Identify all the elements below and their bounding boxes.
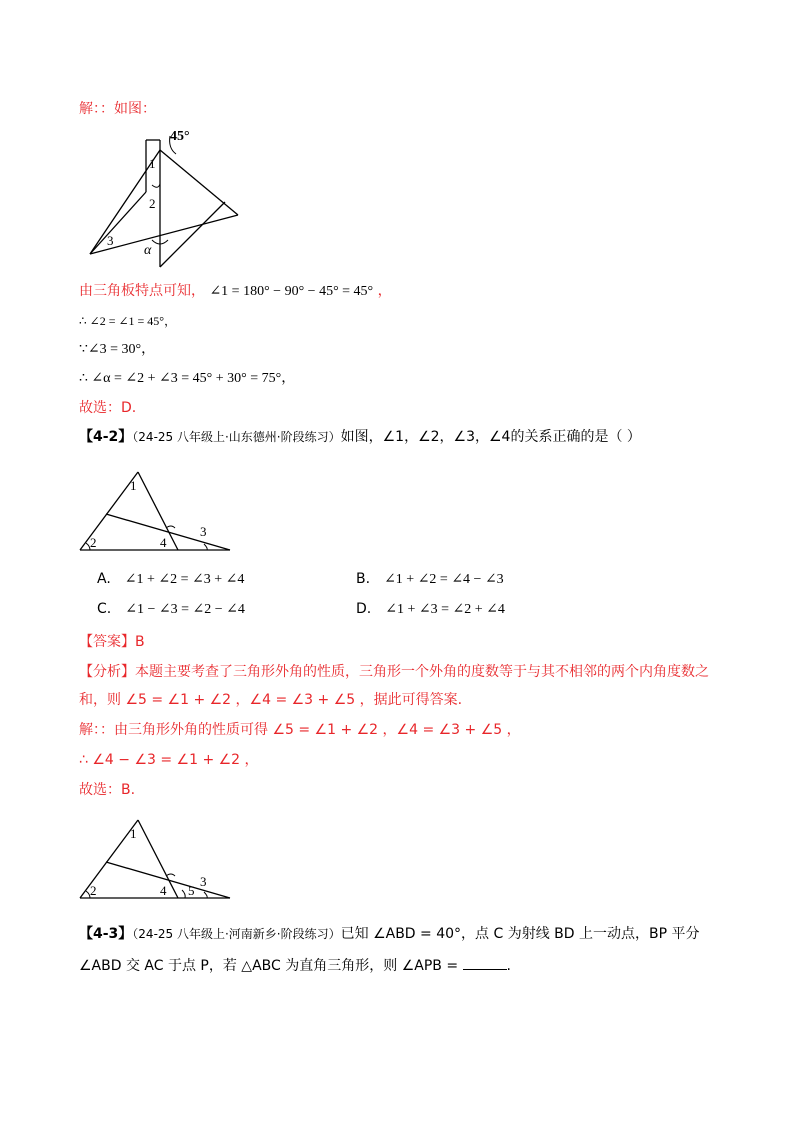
fig2-transversal [106, 514, 230, 550]
solution-choice: 故选：D. [79, 400, 137, 416]
fig3-label-2: 2 [90, 883, 97, 898]
q42-solution-1: 解：：由三角形外角的性质可得 ∠5 = ∠1 + ∠2 ，∠4 = ∠3 + ∠5 ， [79, 722, 521, 738]
fig3-transversal [106, 862, 230, 898]
option-d-text: ∠1 + ∠3 = ∠2 + ∠4 [385, 602, 505, 617]
q43-source: （24-25 八年级上·河南新乡·阶段练习） [132, 927, 341, 941]
fig1-arc-2 [152, 184, 160, 187]
q42-analysis-2: 和，则 ∠5 = ∠1 + ∠2 ，∠4 = ∠3 + ∠5 ，据此可得答案. [79, 692, 463, 708]
q43-stem-2 [79, 955, 511, 976]
fig1-label-3: 3 [107, 233, 114, 248]
step1-end: ， [377, 283, 392, 299]
fig3-arc-4 [166, 874, 175, 876]
fig2-label-2: 2 [90, 535, 97, 550]
q43-tag: 【4-3】 [79, 926, 133, 942]
option-c-key: C. [97, 601, 112, 617]
option-c[interactable] [97, 599, 245, 620]
fig2-label-1: 1 [130, 478, 137, 493]
q43-line2: ∠ABD 交 AC 于点 P，若 △ABC 为直角三角形，则 ∠APB = [79, 958, 459, 974]
q42-source: （24-25 八年级上·山东德州·阶段练习） [132, 430, 341, 444]
q43-line2-end: . [506, 958, 511, 974]
option-a-key: A. [97, 571, 111, 587]
q43-stem-1 [79, 924, 700, 944]
step1-text: 由三角板特点可知， [79, 283, 205, 299]
option-c-text: ∠1 − ∠3 = ∠2 − ∠4 [125, 602, 245, 617]
fig2-arc-3 [204, 544, 207, 550]
solution-step1 [79, 281, 392, 302]
figure-triangle-q42-solution [78, 818, 238, 903]
figure-triangle-q42 [78, 470, 238, 555]
fig3-label-3: 3 [200, 874, 207, 889]
solution-intro: 解：：如图： [79, 101, 156, 117]
q42-answer: 【答案】B [79, 634, 145, 650]
fig1-long-slant [90, 192, 146, 254]
step1-math: ∠1 = 180° − 90° − 45° = 45° [209, 284, 374, 299]
solution-step4: ∴ ∠α = ∠2 + ∠3 = 45° + 30° = 75°， [79, 371, 296, 386]
option-b-text: ∠1 + ∠2 = ∠4 − ∠3 [384, 572, 504, 587]
fig2-right-side [138, 472, 178, 550]
fig2-label-3: 3 [200, 524, 207, 539]
fig3-arc-3 [204, 892, 207, 898]
fig1-label-45: 45° [170, 129, 190, 144]
fig1-label-1: 1 [149, 156, 156, 171]
option-a[interactable] [97, 569, 244, 590]
solution-step2: ∴ ∠2 = ∠1 = 45°， [79, 314, 177, 328]
fig3-label-1: 1 [130, 826, 137, 841]
q43-line1: 已知 ∠ABD = 40°，点 C 为射线 BD 上一动点，BP 平分 [340, 926, 700, 942]
fig3-arc-5 [182, 890, 185, 898]
option-b-key: B. [356, 571, 371, 587]
fig2-arc-4 [166, 526, 175, 528]
fig1-label-2: 2 [149, 196, 156, 211]
option-b[interactable] [356, 569, 504, 590]
answer-blank[interactable] [463, 955, 507, 970]
q42-text: 如图，∠1，∠2，∠3，∠4的关系正确的是（ ） [340, 429, 641, 445]
fig3-right-side [138, 820, 178, 898]
q42-tag: 【4-2】 [79, 429, 133, 445]
q42-solution-2: ∴ ∠4 − ∠3 = ∠1 + ∠2 ， [79, 752, 259, 768]
q42-stem [79, 427, 641, 447]
q42-choice: 故选：B. [79, 782, 136, 798]
q42-analysis-1: 【分析】本题主要考查了三角形外角的性质，三角形一个外角的度数等于与其不相邻的两个内角度数之 [79, 664, 709, 680]
fig2-label-4: 4 [160, 535, 167, 550]
fig1-label-alpha: α [144, 243, 152, 258]
fig3-label-5: 5 [188, 883, 195, 898]
option-d[interactable] [356, 599, 505, 620]
option-d-key: D. [356, 601, 372, 617]
fig1-45-edge1 [160, 150, 238, 215]
option-a-text: ∠1 + ∠2 = ∠3 + ∠4 [124, 572, 245, 587]
solution-step3: ∵∠3 = 30°， [79, 342, 156, 357]
fig3-label-4: 4 [160, 883, 167, 898]
figure-triangles-45 [80, 122, 250, 272]
fig1-inner-line [160, 202, 225, 267]
